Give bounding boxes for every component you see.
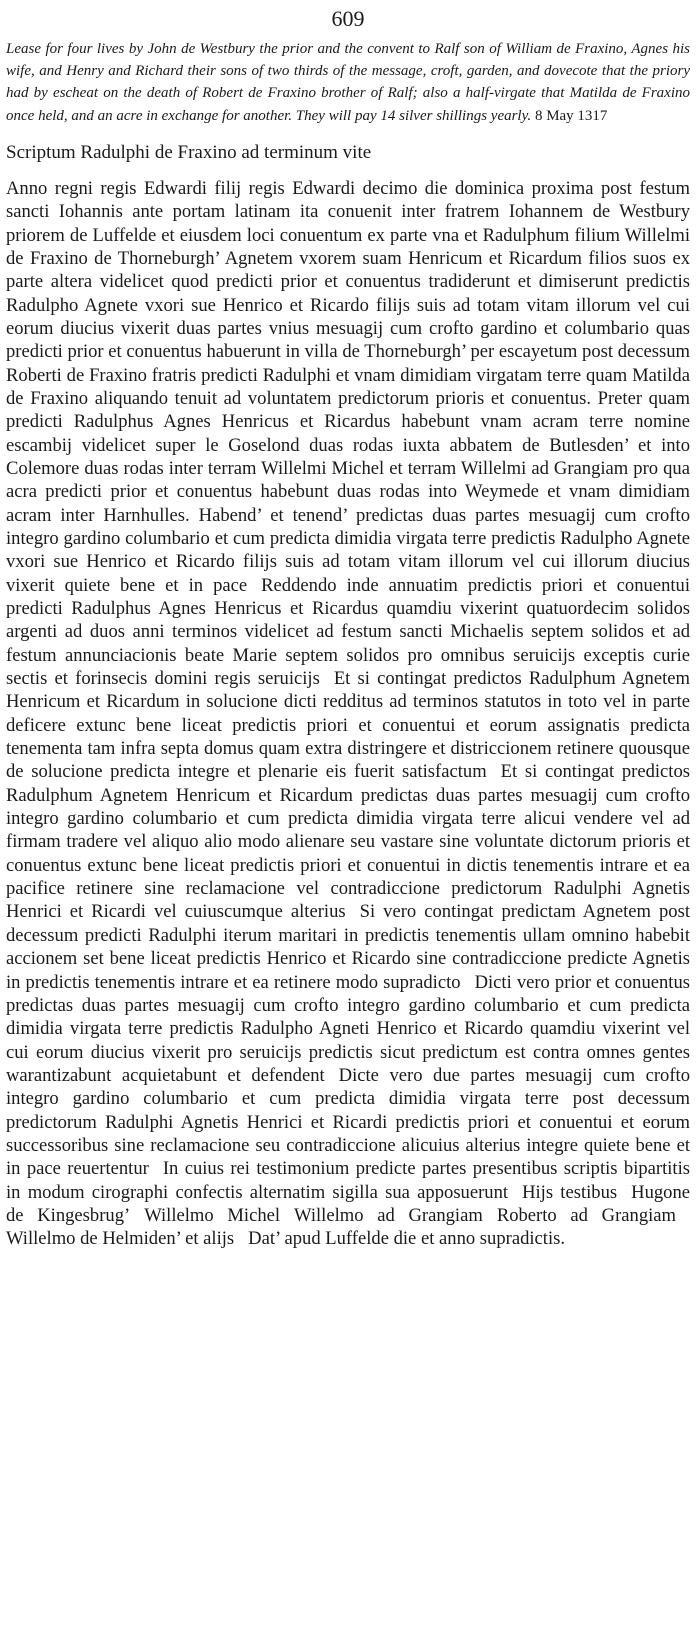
text-segment: Et si contingat predictos Radulphum Agnetem Henricum et Ricardum in solucione dicti redditus ad terminos statutos in toto vel in parte deficere extunc bene liceat predictis priori et conuentui et eorum assignatis predicta tenementa tam infra septa domus quam extra distringere et districcionem retinere quousque de solucione predicta integre et plenarie eis fuerit satisfactum [6,668,690,783]
document-text [6,177,690,1251]
witness-clause: Hijs testibus [522,1181,618,1203]
calendar-summary [6,38,690,127]
witness-name: Willelmo de Helmiden’ et alijs [6,1228,235,1250]
witness-name: Hugone de Kingesbrug’ [6,1181,691,1226]
text-segment: Anno regni regis Edwardi filij regis Edwardi decimo die dominica proxima post festum sancti Iohannis ante portam latinam ita conuenit inter fratrem Iohannem de Westbury priorem de Luffelde et eiusdem loci conuentum ex parte vna et Radulphum filium Willelmi de Fraxino de Thorneburgh’ Agnetem vxorem suam Henricum et Ricardum filios suos ex parte altera videlicet quod predicti prior et conuentus tradiderunt et dimiserunt predictis Radulpho Agnete vxori sue Henrico et Ricardo filijs suis ad totam vitam illorum vel cui eorum diucius vixerit duas partes vnius mesuagij cum crofto gardino et columbario quas predicti prior et conuentus habuerunt in villa de Thorneburgh’ per escayetum post decessum Roberti de Fraxino fratris predicti Radulphi et vnam dimidiam virgatam terre quam Matilda de Fraxino aliquando tenuit ad voluntatem predictorum prioris et conuentus. Preter quam predicti Radulphus Agnes Henricus et Ricardus habebunt vnam acram terre nomine escambij videlicet super le Goselond duas rodas iuxta abbatem de Butlesden’ et into Colemore duas rodas inter terram Willelmi Michel et terram Willelmi ad Grangiam pro qua acra predicti prior et conuentus habebunt duas rodas into Weymede et vnam dimidiam acram inter Harnhulles. Habend’ et tenend’ predictas duas partes mesuagij cum crofto integro gardino columbario et cum predicta dimidia virgata terre predictis Radulpho Agnete vxori sue Henrico et Ricardo filijs suis ad totam vitam illorum vel cui illorum diucius vixerit quiete bene et in pace [6,177,690,596]
text-segment: In cuius rei testimonium predicte partes presentibus scriptis bipartitis in modum cirographi confectis alternatim sigilla sua apposuerunt [6,1158,690,1203]
text-segment: Si vero contingat predictam Agnetem post decessum predicti Radulphi iterum maritari in predictis tenementis ullam omnino habebit accionem set bene liceat predictis Henrico et Ricardo sine contradiccione predicte Agnetis in predictis tenementis intrare et ea retinere modo supradicto [6,901,690,993]
page-number: 609 [331,6,365,31]
witness-name: Willelmo Michel [144,1204,281,1226]
document-title: Scriptum Radulphi de Fraxino ad terminum vite [6,141,372,163]
text-segment: Reddendo inde annuatim predictis priori et conuentui predicti Radulphus Agnes Henricus et Ricardus quamdiu vixerint quatuordecim solidos argenti ad duos anni terminos videlicet ad festum sancti Michaelis septem solidos et ad festum annunciacionis beate Marie septem solidos pro omnibus seruicijs exceptis curie sectis et forinsecis domini regis seruicijs [6,574,691,690]
page [6,6,690,1251]
witness-name: Roberto ad Grangiam [496,1204,676,1226]
witness-name: Willelmo ad Grangiam [294,1204,483,1226]
summary-text: Lease for four lives by John de Westbury the prior and the convent to Ralf son of William de Fraxino, Agnes his wife, and Henry and Richard their sons of two thirds of the message, croft, garden, and dovecote that the priory had by escheat on the death of Robert de Fraxino brother of Ralf; also a half-virgate that Matilda de Fraxino once held, and an acre in exchange for another. They will pay 14 silver shillings yearly. [6,41,690,124]
text-segment: Et si contingat predictos Radulphum Agnetem Henricum et Ricardum predictas duas partes mesuagij cum crofto integro gardino columbario et cum predicta dimidia virgata terre alicui vendere vel ad firmam tradere vel aliquo alio modo alienare seu vastare sine voluntate dictorum prioris et conuentus extunc bene liceat predictis priori et conuentui in dictis tenementis intrare et ea pacifice retinere sine reclamacione vel contradiccione predictorum Radulphi Agnetis Henrici et Ricardi vel cuiuscumque alterius [6,761,690,923]
dating-clause: Dat’ apud Luffelde die et anno supradictis. [248,1228,566,1250]
text-segment: Dicte vero due partes mesuagij cum crofto integro gardino columbario et cum predicta dimidia virgata terre post decessum predictorum Radulphi Agnetis Henrici et Ricardi predictis priori et conuentui et eorum successoribus sine reclamacione seu contradiccione alicuius alterius integre quiete bene et in pace reuertentur [6,1064,690,1180]
text-segment: Dicti vero prior et conuentus predictas duas partes mesuagij cum crofto integro gardino columbario et cum predicta dimidia virgata terre predictis Radulpho Agneti Henrico et Ricardo quamdiu vixerint vel cui eorum diucius vixerit pro seruicijs predictis sicut predictum est contra omnes gentes warantizabunt acquietabunt et defendent [6,971,691,1086]
summary-date: 8 May 1317 [534,107,608,124]
